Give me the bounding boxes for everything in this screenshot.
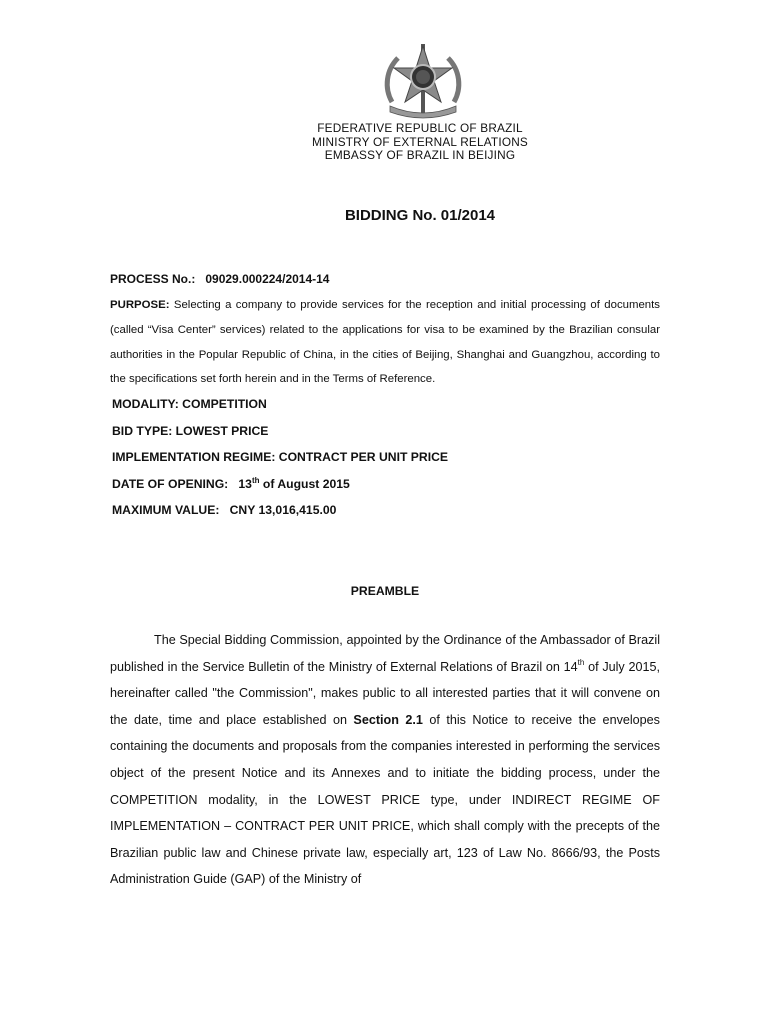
- purpose-paragraph: [110, 293, 660, 392]
- regime-line: IMPLEMENTATION REGIME: CONTRACT PER UNIT PRICE: [112, 450, 449, 465]
- section-reference: Section 2.1: [353, 712, 423, 727]
- embassy-header: [200, 122, 640, 163]
- opening-label: DATE OF OPENING:: [112, 476, 229, 491]
- opening-rest: of August 2015: [259, 476, 350, 491]
- opening-day: 13: [238, 476, 252, 491]
- preamble-paragraph: [110, 627, 660, 893]
- opening-day-suffix: th: [251, 475, 260, 485]
- preamble-day-suffix: th: [577, 657, 585, 667]
- process-label: PROCESS No.:: [110, 272, 196, 286]
- preamble-text-3: of this Notice to receive the envelopes containing the documents and proposals from the companies interested in performing the services object of the present Notice and its Annexes and to initiate the bidding process, under the COMPETITION modality, in the LOWEST PRICE type, under INDIRECT REGIME OF IMPLEMENTATION – CONTRACT PER UNIT PRICE, which shall comply with the precepts of the Brazilian public law and Chinese private law, especially art, 123 of Law No. 8666/93, the Posts Administration Guide (GAP) of the Ministry of: [110, 712, 660, 887]
- preamble-heading: PREAMBLE: [350, 584, 420, 598]
- header-line-ministry: MINISTRY OF EXTERNAL RELATIONS: [312, 134, 528, 149]
- process-number: [110, 272, 329, 286]
- process-value: 09029.000224/2014-14: [205, 272, 330, 286]
- purpose-text: Selecting a company to provide services for the reception and initial processing of documents (called “Visa Center” services) related to the applications for visa to be examined by the Brazilian consular authorities in the Popular Republic of China, in the cities of Beijing, Shanghai and Guangzhou, according to the specifications set forth herein and in the Terms of Reference.: [110, 299, 660, 386]
- maximum-value-line: [112, 499, 448, 526]
- modality-line: MODALITY: COMPETITION: [112, 397, 267, 411]
- purpose-label: PURPOSE:: [110, 299, 170, 311]
- header-line-republic: FEDERATIVE REPUBLIC OF BRAZIL: [317, 121, 523, 135]
- bid-facts: [112, 393, 448, 526]
- header-line-embassy: EMBASSY OF BRAZIL IN BEIJING: [324, 148, 516, 163]
- brazil-coat-of-arms-icon: [378, 40, 468, 120]
- bidding-title: BIDDING No. 01/2014: [344, 207, 496, 224]
- max-value-label: MAXIMUM VALUE:: [112, 503, 220, 518]
- opening-date-line: [112, 473, 448, 500]
- max-value-amount: CNY 13,016,415.00: [229, 503, 337, 518]
- preamble-text-1: The Special Bidding Commission, appointed by the Ordinance of the Ambassador of Brazil published in the Service Bulletin of the Ministry of External Relations of Brazil on 14: [110, 633, 660, 674]
- preamble-text-2: of July 2015, hereinafter called "the Commission", makes public to all interested parties that it will convene on the date, time and place established on: [110, 659, 660, 727]
- bid-type-line: BID TYPE: LOWEST PRICE: [112, 423, 269, 438]
